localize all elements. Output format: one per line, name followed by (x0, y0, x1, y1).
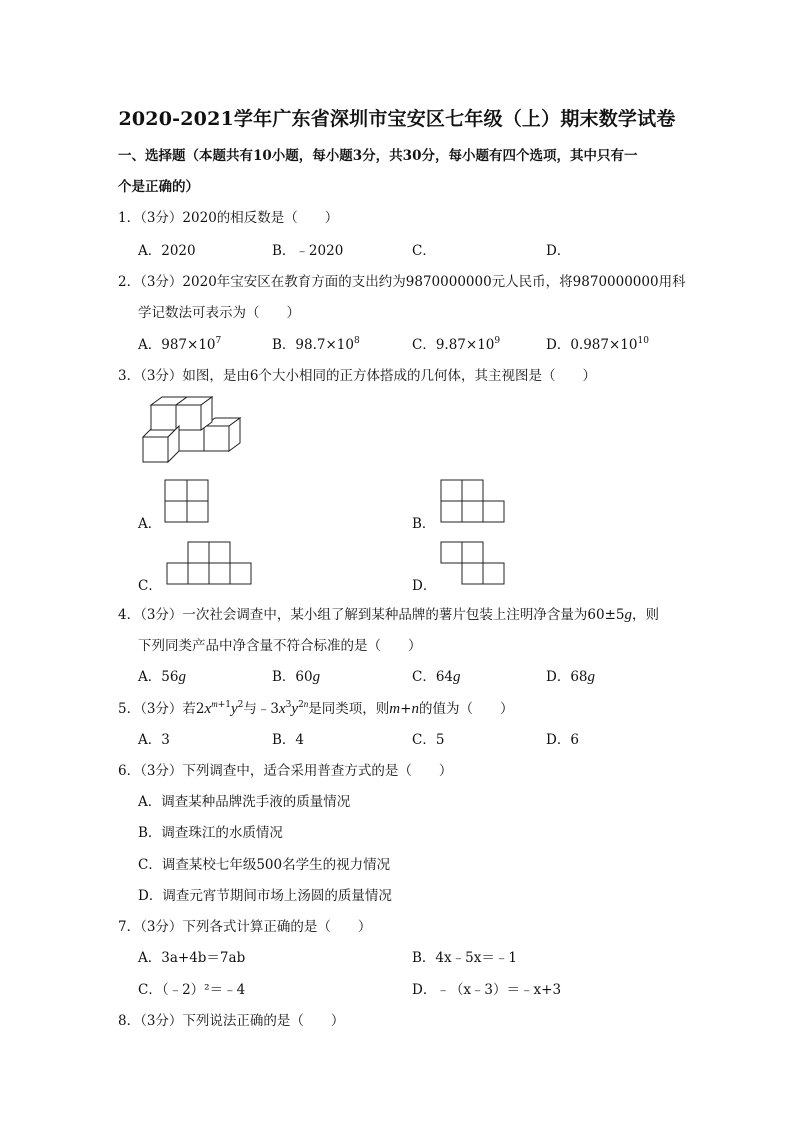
q4-option-a: A．56g (138, 669, 186, 685)
question-1-stem: 1．（3分）2020的相反数是（ ） (118, 210, 339, 226)
q5-option-c: C．5 (412, 732, 445, 748)
question-3-stem: 3．（3分）如图，是由6个大小相同的正方体搭成的几何体，其主视图是（ ） (118, 368, 597, 384)
q1-option-c: C． (412, 243, 436, 259)
q3-option-a: A． (138, 516, 162, 532)
q6-option-a: A．调查某种品牌洗手液的质量情况 (138, 794, 351, 810)
page-title: 2020-2021学年广东省深圳市宝安区七年级（上）期末数学试卷 (118, 108, 676, 130)
q2-option-b: B．$98.7\times 10^8$ (272, 335, 360, 353)
q3-option-b-figure (440, 479, 506, 527)
question-5-stem: 5．（3分）若$2x^{m+1}y^2$与$﹣3x^3y^{2n}$是同类项，则m+n的值为（ ） (118, 698, 514, 717)
q3-option-d: D． (412, 578, 437, 594)
question-6-stem: 6．（3分）下列调查中，适合采用普查方式的是（ ） (118, 763, 453, 779)
q7-option-d: D．﹣（x﹣3）＝﹣x+3 (412, 982, 562, 998)
q1-option-b: B．﹣2020 (272, 243, 344, 259)
q2-option-d: D．$0.987\times 10^{10}$ (546, 335, 649, 353)
q6-option-b: B．调查珠江的水质情况 (138, 825, 283, 841)
q4-option-b: B．60g (272, 669, 321, 685)
q1-option-d: D． (546, 243, 571, 259)
q6-option-d: D．调查元宵节期间市场上汤圆的质量情况 (138, 888, 392, 904)
q5-option-a: A．3 (138, 732, 170, 748)
question-7-stem: 7．（3分）下列各式计算正确的是（ ） (118, 919, 372, 935)
q5-option-b: B．4 (272, 732, 305, 748)
q2-option-c: C．$9.87\times 10^9$ (412, 335, 501, 353)
q2-option-a: A．$987\times 10^7$ (138, 335, 222, 353)
q3-option-a-figure (164, 479, 210, 527)
q3-option-d-figure (440, 541, 506, 589)
section-heading-line1: 一、选择题（本题共有10小题，每小题3分，共30分，每小题有四个选项，其中只有一 (118, 148, 638, 164)
q6-option-c: C．调查某校七年级500名学生的视力情况 (138, 857, 391, 873)
q7-option-a: A．3a+4b＝7ab (138, 950, 246, 966)
q7-option-b: B．4x﹣5x＝﹣1 (412, 950, 517, 966)
section-heading-line2: 个是正确的） (118, 179, 199, 195)
question-2-stem-line2: 学记数法可表示为（ ） (138, 305, 300, 321)
q3-option-b: B． (412, 516, 436, 532)
q1-option-a: A．2020 (138, 243, 196, 259)
question-2-stem-line1: 2．（3分）2020年宝安区在教育方面的支出约为9870000000元人民币，将9870000000用科 (118, 274, 686, 290)
question-4-stem-line1: 4．（3分）一次社会调查中，某小组了解到某种品牌的薯片包装上注明净含量为60±5g，则 (118, 607, 660, 623)
q4-option-d: D．68g (546, 669, 596, 685)
q3-option-c: C． (138, 578, 162, 594)
q3-option-c-figure (166, 541, 252, 589)
question-8-stem: 8．（3分）下列说法正确的是（ ） (118, 1013, 345, 1029)
cube-stack-figure (140, 393, 244, 465)
q7-option-c: C．（﹣2）²＝﹣4 (138, 982, 246, 998)
q4-option-c: C．64g (412, 669, 461, 685)
question-4-stem-line2: 下列同类产品中净含量不符合标准的是（ ） (138, 638, 422, 654)
section-heading (118, 141, 678, 203)
q5-option-d: D．6 (546, 732, 579, 748)
